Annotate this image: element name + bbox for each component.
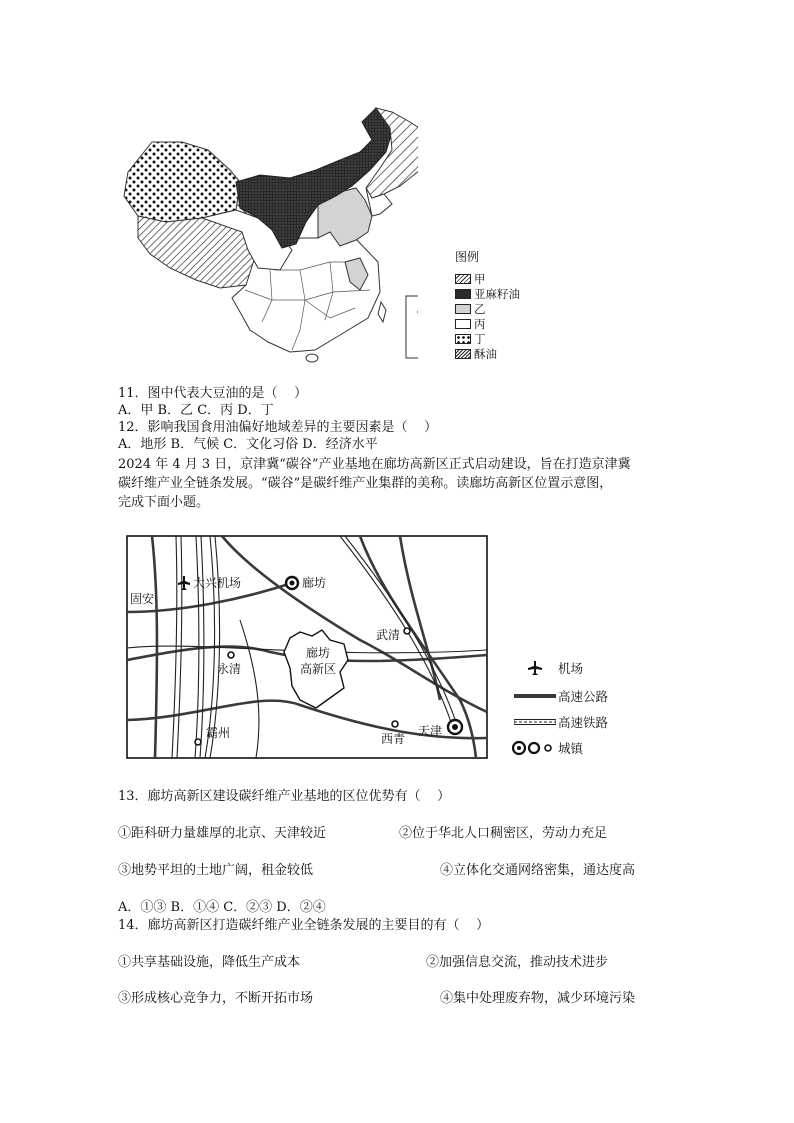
legend-row	[455, 302, 486, 316]
legend-label: 酥油	[474, 347, 497, 361]
legend-airport: 机场	[558, 661, 584, 676]
map2-legend	[512, 658, 662, 768]
passage-line-3: 完成下面小题。	[118, 495, 210, 510]
passage-line-2: 碳纤维产业全链条发展。“碳谷”是碳纤维产业集群的美称。读廊坊高新区位置示意图，	[118, 476, 613, 491]
label-xiqing: 西青	[381, 732, 406, 746]
legend-railway: 高速铁路	[558, 715, 609, 730]
q14-item-2: ②加强信息交流，推动技术进步	[426, 955, 609, 970]
label-langfang: 廊坊	[302, 576, 327, 590]
q13-item-3: ③地势平坦的土地广阔，租金较低	[118, 863, 314, 878]
legend-label: 丙	[474, 317, 486, 331]
q11-options: A．甲 B．乙 C．丙 D．丁	[118, 403, 274, 418]
south-china-sea-inset	[406, 296, 418, 358]
legend-swatch	[455, 319, 471, 329]
q14-item-3: ③形成核心竞争力，不断开拓市场	[118, 991, 314, 1006]
legend-row	[455, 272, 486, 286]
label-hightech-2: 高新区	[300, 662, 337, 676]
legend-row	[455, 287, 520, 301]
legend-label: 亚麻籽油	[474, 287, 520, 301]
hainan-island	[306, 354, 318, 362]
legend-swatch	[455, 274, 471, 284]
expressway-legend-icon	[514, 693, 556, 699]
legend-label: 丁	[474, 332, 486, 346]
q13-item-4: ④立体化交通网络密集，通达度高	[440, 863, 636, 878]
q14-item-4: ④集中处理废弃物，减少环境污染	[440, 991, 636, 1006]
region-ding	[124, 142, 240, 222]
town-legend-icon	[512, 740, 558, 756]
label-wuqing: 武清	[376, 628, 401, 642]
label-tianjin: 天津	[418, 724, 443, 738]
q14-stem: 14．廊坊高新区打造碳纤维产业全链条发展的主要目的有（ ）	[118, 918, 490, 933]
label-guan: 固安	[130, 592, 155, 606]
legend-swatch	[455, 289, 471, 299]
legend-row	[455, 317, 486, 331]
airport-legend-icon	[527, 660, 543, 676]
q13-stem: 13．廊坊高新区建设碳纤维产业基地的区位优势有（ ）	[118, 789, 451, 804]
legend-town: 城镇	[558, 741, 584, 756]
legend-swatch	[455, 349, 471, 359]
label-yongqing: 永清	[217, 662, 242, 676]
label-daxing-airport: 大兴机场	[193, 576, 242, 590]
railway-legend-icon	[514, 719, 556, 725]
taiwan-island	[378, 302, 386, 322]
q12-options: A．地形 B．气候 C．文化习俗 D．经济水平	[118, 437, 378, 452]
legend-title: 图例	[455, 250, 480, 264]
legend-row	[455, 332, 486, 346]
legend-label: 乙	[474, 302, 486, 316]
q13-options: A．①③ B．①④ C．②③ D．②④	[118, 900, 326, 915]
label-hightech-1: 廊坊	[306, 646, 331, 660]
label-bazhou: 霸州	[206, 726, 231, 740]
legend-label: 甲	[474, 272, 486, 286]
q12-stem: 12．影响我国食用油偏好地域差异的主要因素是（ ）	[118, 420, 438, 435]
q13-item-1: ①距科研力量雄厚的北京、天津较近	[118, 826, 327, 841]
legend-swatch	[455, 304, 471, 314]
q13-item-2: ②位于华北人口稠密区，劳动力充足	[399, 826, 608, 841]
q11-stem: 11．图中代表大豆油的是（ ）	[118, 386, 308, 401]
legend-expressway: 高速公路	[558, 689, 609, 704]
passage-line-1: 2024 年 4 月 3 日，京津冀“碳谷”产业基地在廊坊高新区正式启动建设，旨在打造京津冀	[118, 457, 631, 472]
legend-row	[455, 347, 497, 361]
q14-item-1: ①共享基础设施，降低生产成本	[118, 955, 301, 970]
legend-swatch	[455, 334, 471, 344]
china-oil-map	[118, 100, 418, 365]
map1-legend	[455, 248, 565, 363]
